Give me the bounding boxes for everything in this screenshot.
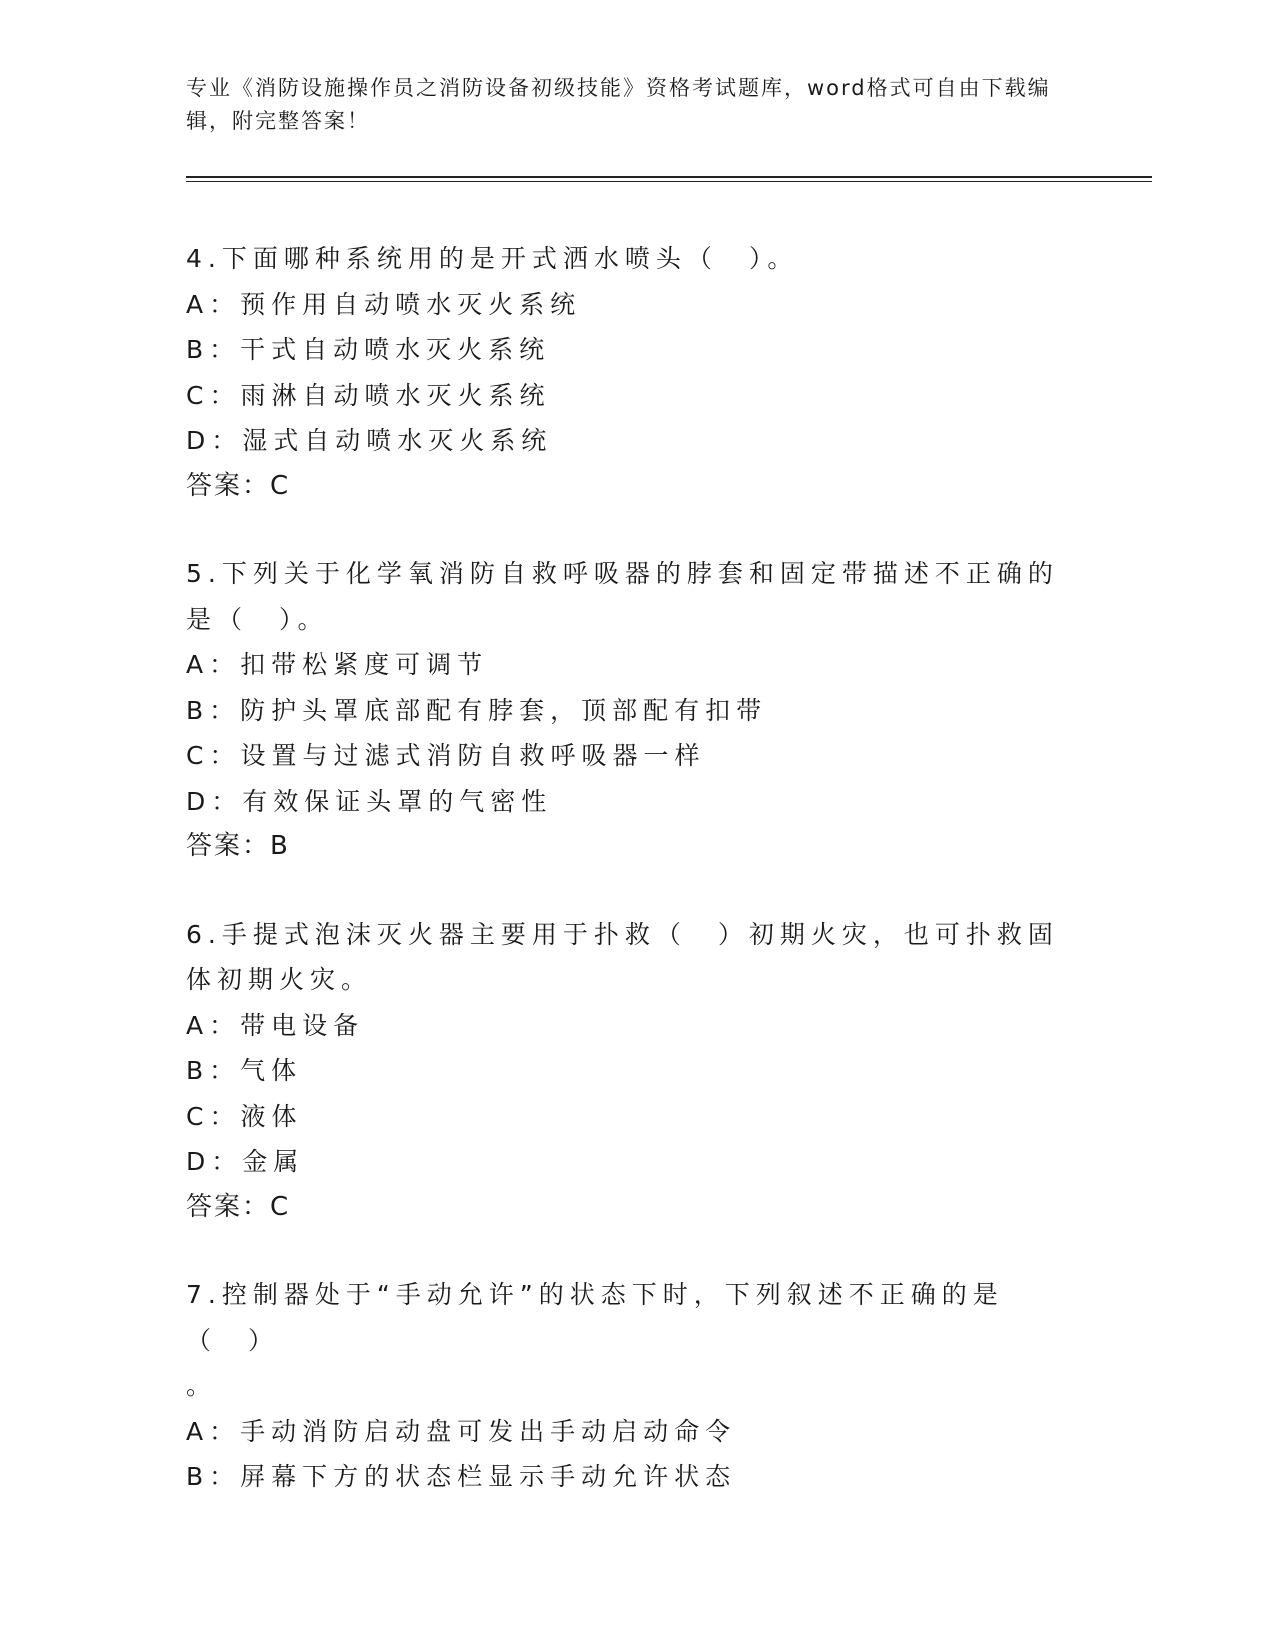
option-a: A：扣带松紧度可调节 bbox=[186, 650, 489, 679]
answer-line: 答案：C bbox=[186, 1191, 291, 1222]
question-stem: 6.手提式泡沫灭火器主要用于扑救（ ）初期火灾，也可扑救固体初期火灾。 bbox=[186, 919, 1059, 994]
question-stem: 5.下列关于化学氧消防自救呼吸器的脖套和固定带描述不正确的是（ ）。 bbox=[186, 559, 1059, 634]
question-5 bbox=[186, 551, 1066, 870]
document-header: 专业《消防设施操作员之消防设备初级技能》资格考试题库，word格式可自由下载编辑，附完整答案！ bbox=[186, 76, 1051, 133]
option-c: C：设置与过滤式消防自救呼吸器一样 bbox=[186, 741, 706, 770]
option-d: D：金属 bbox=[186, 1147, 305, 1176]
question-stem: 4.下面哪种系统用的是开式洒水喷头（ ）。 bbox=[186, 244, 799, 273]
option-a: A：带电设备 bbox=[186, 1010, 365, 1040]
option-b: B：屏幕下方的状态栏显示手动允许状态 bbox=[186, 1462, 737, 1491]
option-b: B：干式自动喷水灭火系统 bbox=[186, 335, 551, 364]
option-c: C：雨淋自动喷水灭火系统 bbox=[186, 380, 551, 410]
answer-line: 答案：C bbox=[186, 470, 291, 501]
question-stem: 7.控制器处于“手动允许”的状态下时，下列叙述不正确的是（ ） bbox=[186, 1280, 1004, 1355]
question-list bbox=[186, 236, 1066, 1542]
option-c: C：液体 bbox=[186, 1101, 303, 1131]
option-d: D：湿式自动喷水灭火系统 bbox=[186, 426, 553, 455]
question-stem-tail: 。 bbox=[186, 1371, 218, 1400]
answer-line: 答案：B bbox=[186, 831, 290, 861]
option-b: B：防护头罩底部配有脖套，顶部配有扣带 bbox=[186, 695, 768, 725]
header-divider bbox=[186, 176, 1152, 178]
header-divider-thin bbox=[186, 181, 1152, 182]
option-d: D：有效保证头罩的气密性 bbox=[186, 786, 553, 816]
option-a: A：预作用自动喷水灭火系统 bbox=[186, 289, 582, 319]
question-4 bbox=[186, 236, 1066, 509]
option-b: B：气体 bbox=[186, 1056, 303, 1085]
question-7 bbox=[186, 1272, 1066, 1500]
option-a: A：手动消防启动盘可发出手动启动命令 bbox=[186, 1416, 737, 1446]
question-6 bbox=[186, 912, 1066, 1231]
